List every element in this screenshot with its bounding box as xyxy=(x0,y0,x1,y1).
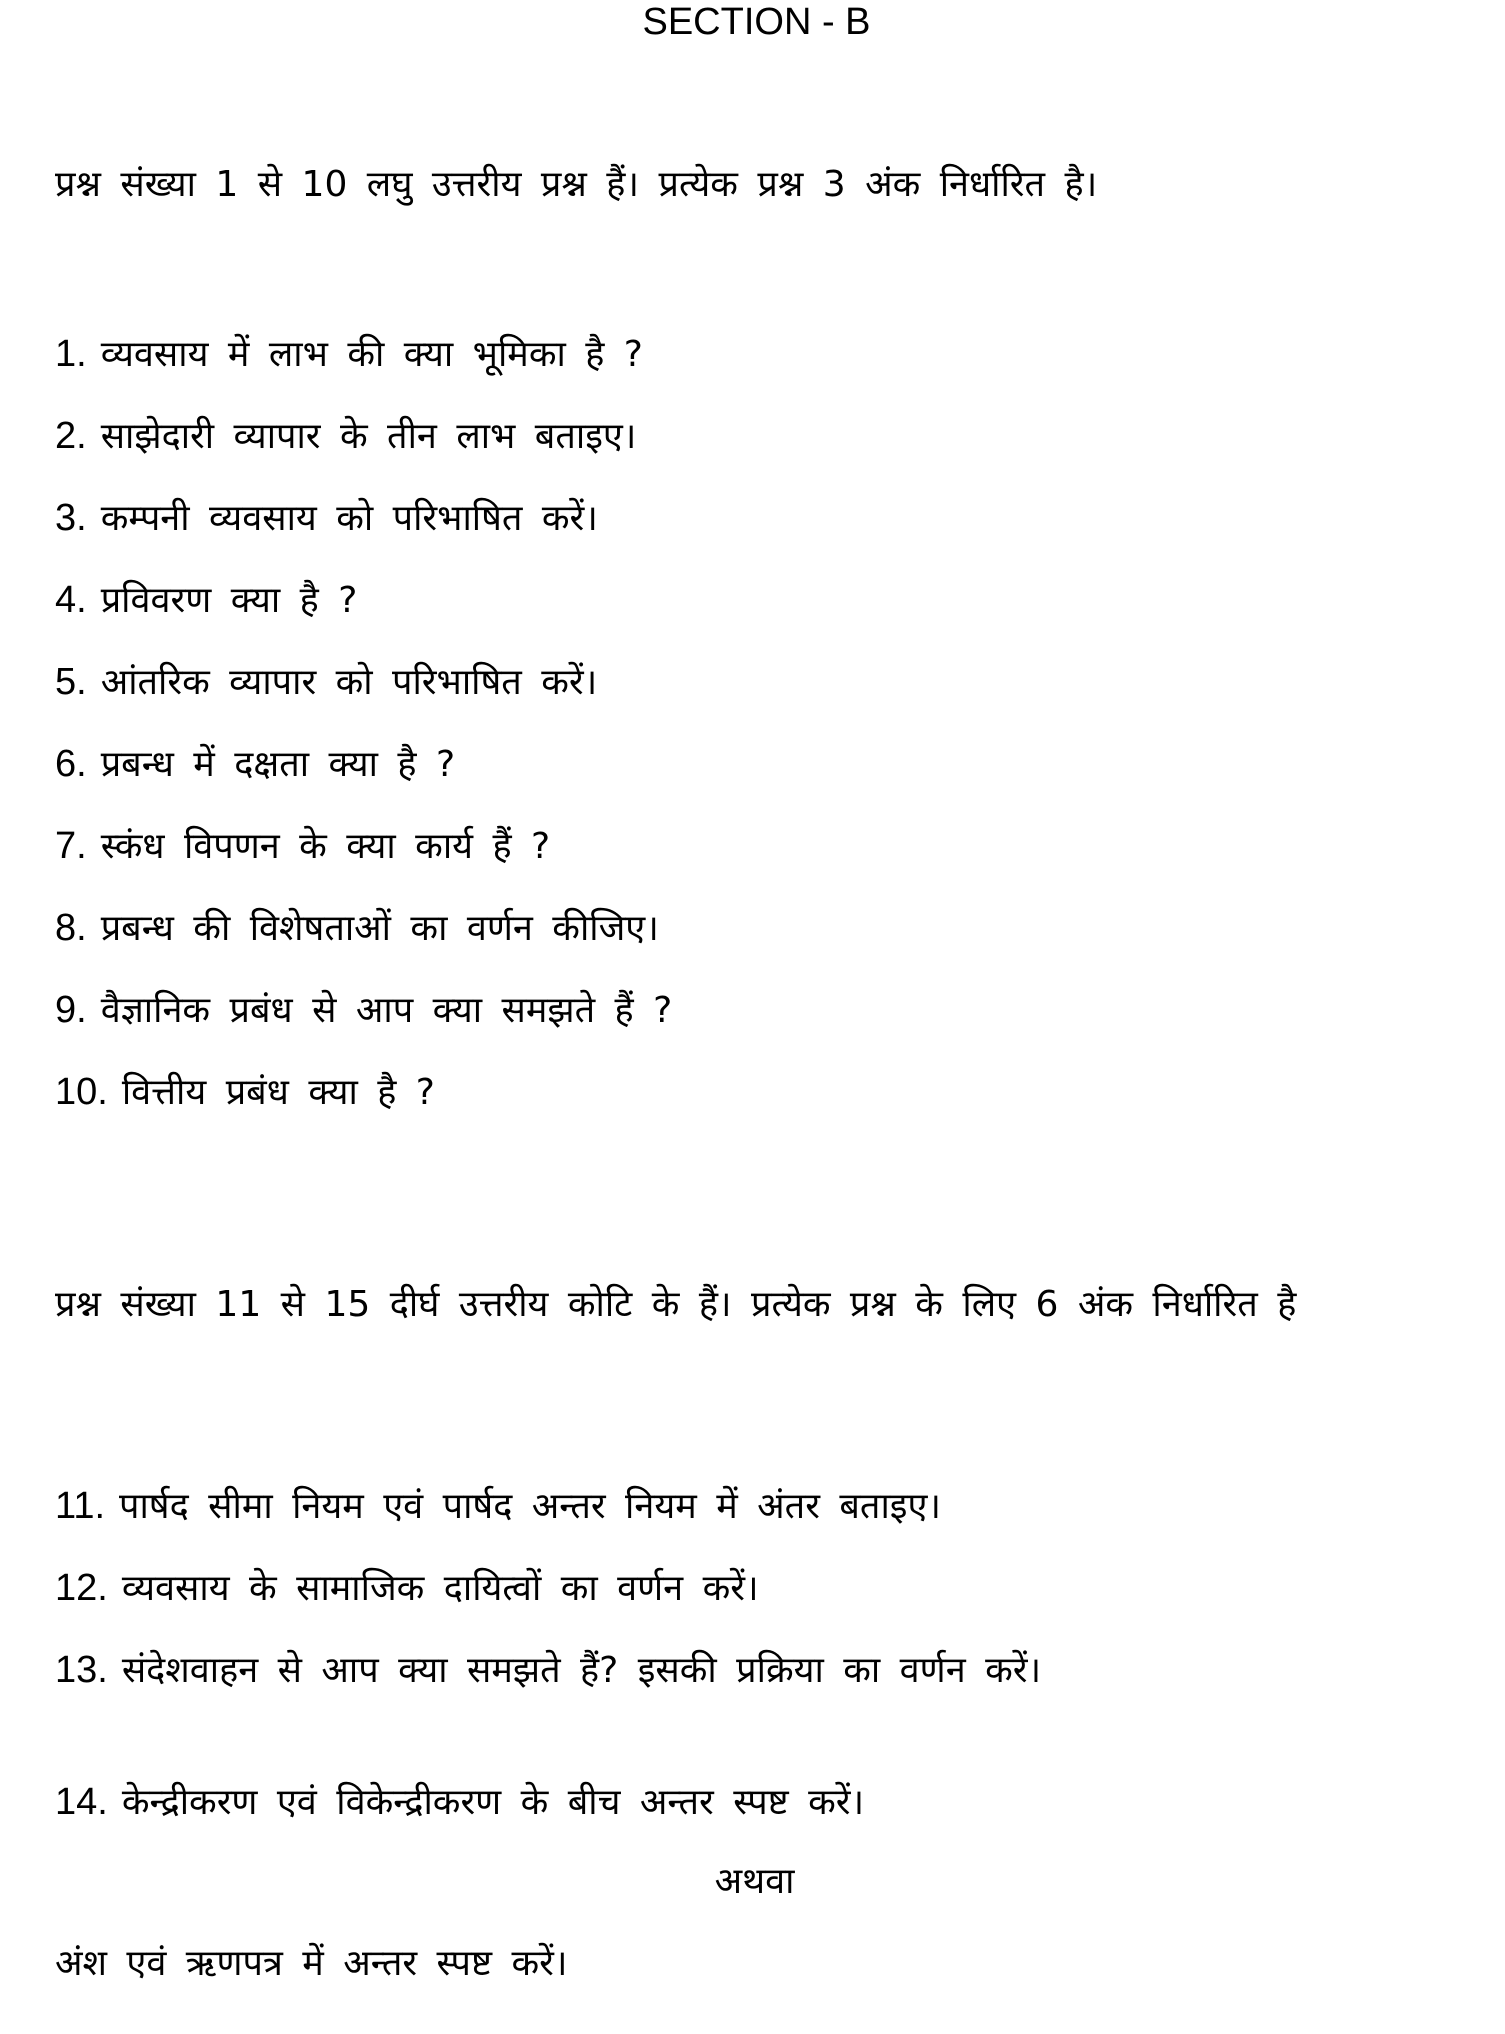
question-text: प्रविवरण क्या है ? xyxy=(100,580,358,621)
question-text: संदेशवाहन से आप क्या समझते हैं? इसकी प्रक्रिया का वर्णन करें। xyxy=(121,1650,1042,1691)
or-label: अथवा xyxy=(714,1861,795,1902)
question-item xyxy=(55,1482,941,1531)
question-item xyxy=(55,1068,435,1117)
question-number: 12. xyxy=(55,1567,108,1609)
question-text: व्यवसाय के सामाजिक दायित्वों का वर्णन करें। xyxy=(121,1568,759,1609)
question-item xyxy=(55,822,550,871)
question-text: आंतरिक व्यापार को परिभाषित करें। xyxy=(100,662,598,703)
question-text: प्रबन्ध में दक्षता क्या है ? xyxy=(100,744,456,785)
question-item xyxy=(55,1646,1041,1695)
question-item xyxy=(55,658,597,707)
question-number: 13. xyxy=(55,1649,108,1691)
question-item xyxy=(55,986,672,1035)
alternative-question: अंश एवं ऋणपत्र में अन्तर स्पष्ट करें। xyxy=(55,1943,568,1984)
question-number: 4. xyxy=(55,579,87,621)
question-number: 6. xyxy=(55,743,87,785)
question-item xyxy=(55,576,357,625)
question-text: वित्तीय प्रबंध क्या है ? xyxy=(121,1072,435,1113)
question-text: साझेदारी व्यापार के तीन लाभ बताइए। xyxy=(100,416,637,457)
question-text: पार्षद सीमा नियम एवं पार्षद अन्तर नियम में अंतर बताइए। xyxy=(119,1486,941,1527)
question-number: 9. xyxy=(55,989,87,1031)
question-number: 5. xyxy=(55,661,87,703)
question-item xyxy=(55,1778,864,1827)
question-item xyxy=(55,494,598,543)
question-number: 8. xyxy=(55,907,87,949)
question-number: 7. xyxy=(55,825,87,867)
question-text: कम्पनी व्यवसाय को परिभाषित करें। xyxy=(100,498,598,539)
question-item xyxy=(55,330,643,379)
question-text: स्कंध विपणन के क्या कार्य हैं ? xyxy=(100,826,551,867)
question-number: 3. xyxy=(55,497,87,539)
question-text: व्यवसाय में लाभ की क्या भूमिका है ? xyxy=(100,334,643,375)
short-answer-instruction: प्रश्न संख्या 1 से 10 लघु उत्तरीय प्रश्न हैं। प्रत्येक प्रश्न 3 अंक निर्धारित है। xyxy=(55,164,1098,205)
question-number: 2. xyxy=(55,415,87,457)
question-number: 14. xyxy=(55,1781,108,1823)
question-number: 10. xyxy=(55,1071,108,1113)
question-text: वैज्ञानिक प्रबंध से आप क्या समझते हैं ? xyxy=(100,990,673,1031)
section-title: SECTION - B xyxy=(642,1,871,43)
question-item xyxy=(55,740,455,789)
question-item xyxy=(55,412,636,461)
question-item xyxy=(55,1564,759,1613)
question-text: प्रबन्ध की विशेषताओं का वर्णन कीजिए। xyxy=(100,908,659,949)
question-number: 11. xyxy=(55,1485,106,1527)
long-answer-instruction: प्रश्न संख्या 11 से 15 दीर्घ उत्तरीय कोटि के हैं। प्रत्येक प्रश्न के लिए 6 अंक निर्धारित है xyxy=(55,1284,1297,1325)
question-number: 1. xyxy=(55,333,87,375)
question-text: केन्द्रीकरण एवं विकेन्द्रीकरण के बीच अन्तर स्पष्ट करें। xyxy=(121,1782,865,1823)
question-item xyxy=(55,904,659,953)
